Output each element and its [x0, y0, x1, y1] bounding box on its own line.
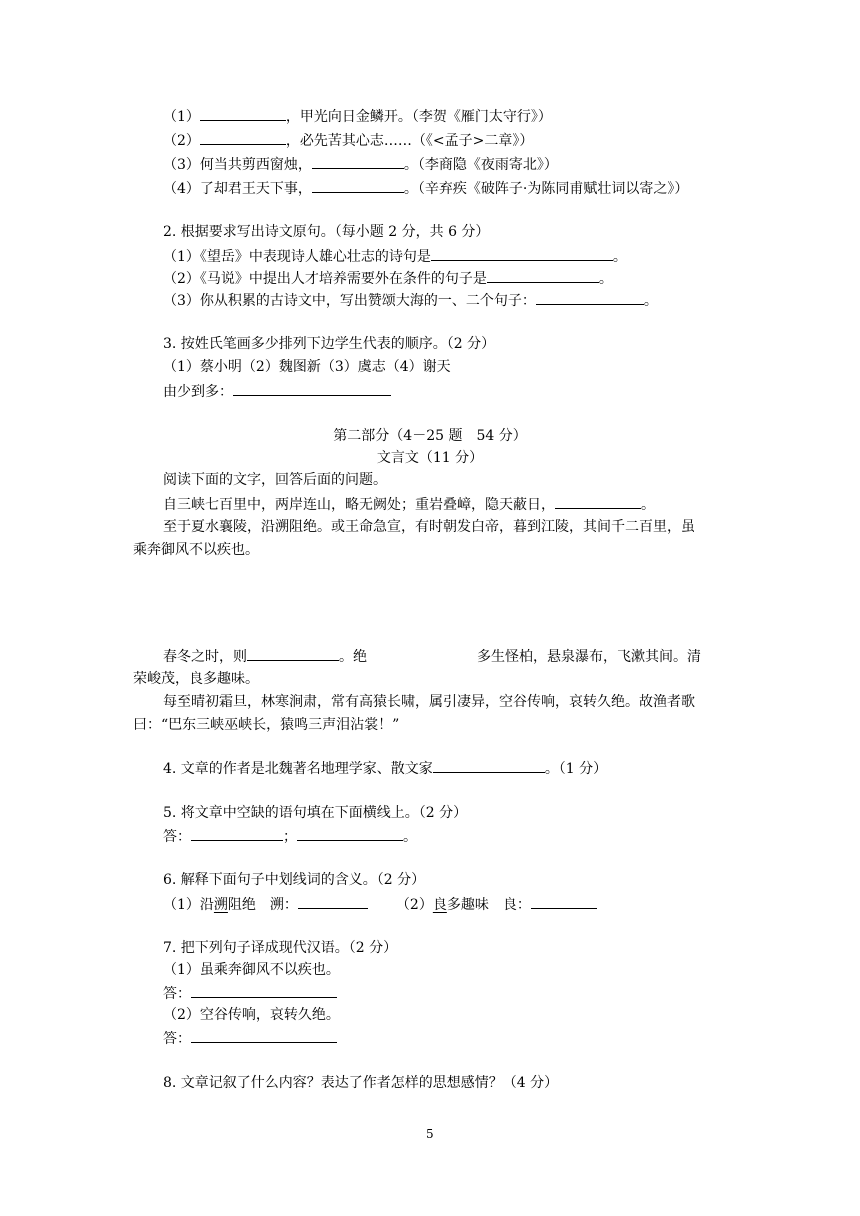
question-2-sub-3 [163, 290, 658, 311]
question-2-sub-2 [163, 268, 613, 289]
fill-2 [163, 130, 533, 151]
question-6-items [163, 894, 597, 915]
underlined-word: 良 [432, 897, 447, 913]
answer-blank[interactable] [233, 381, 391, 396]
answer-blank[interactable] [487, 268, 599, 283]
passage-para-1 [163, 494, 655, 515]
passage-para-2-line-2: 乘奔御风不以疾也。 [133, 542, 259, 558]
question-7-title: 7. 把下列句子译成现代汉语。（2 分） [163, 940, 398, 956]
question-2-sub-3-end: 。 [643, 293, 658, 309]
question-7-answer-label: 答： [163, 1031, 191, 1047]
answer-blank[interactable] [298, 894, 368, 909]
question-2-sub-3-text: （3）你从积累的古诗文中，写出赞颂大海的一、二个句子： [163, 293, 536, 309]
answer-blank[interactable] [247, 646, 339, 661]
fill-1 [163, 106, 552, 127]
question-7-answer-1 [163, 983, 337, 1004]
answer-blank[interactable] [431, 246, 613, 261]
fill-3-text: 。（李商隐《夜雨寄北》） [403, 157, 558, 173]
answer-blank[interactable] [297, 826, 403, 841]
answer-blank[interactable] [555, 494, 641, 509]
answer-blank[interactable] [191, 1028, 337, 1043]
question-2-sub-1-end: 。 [612, 249, 627, 265]
fill-4-prefix: （4）了却君王天下事， [163, 181, 312, 197]
answer-blank[interactable] [531, 894, 597, 909]
question-5-end: 。 [403, 829, 417, 845]
question-7-sentence-1: （1）虽乘奔御风不以疾也。 [163, 962, 340, 978]
answer-blank[interactable] [312, 154, 404, 169]
passage-para-4-line-2: 曰：“巴东三峡巫峡长，猿鸣三声泪沾裳！” [133, 717, 400, 733]
question-4 [163, 758, 607, 779]
question-7-answer-label: 答： [163, 986, 191, 1002]
answer-blank[interactable] [200, 106, 286, 121]
reading-instruction: 阅读下面的文字，回答后面的问题。 [163, 472, 387, 488]
fill-4-text: 。（辛弃疾《破阵子·为陈同甫赋壮词以寄之》） [403, 181, 689, 197]
fill-3-prefix: （3）何当共剪西窗烛， [163, 157, 312, 173]
question-2-title: 2. 根据要求写出诗文原句。（每小题 2 分，共 6 分） [163, 224, 490, 240]
answer-blank[interactable] [191, 983, 337, 998]
question-2-sub-2-end: 。 [598, 271, 613, 287]
question-2-sub-2-text: （2）《马说》中提出人才培养需要外在条件的句子是 [163, 271, 487, 287]
question-2-sub-1 [163, 246, 627, 267]
question-6-title: 6. 解释下面句子中划线词的含义。（2 分） [163, 872, 426, 888]
question-2-sub-1-text: （1）《望岳》中表现诗人雄心壮志的诗句是 [163, 249, 431, 265]
question-6-item-2-prefix: （2） [395, 897, 433, 913]
passage-para-3-mid: 。绝 [339, 649, 367, 665]
question-6-item-1-prefix: （1）沿 [163, 897, 214, 913]
passage-para-3-text: 春冬之时，则 [163, 649, 247, 665]
answer-blank[interactable] [433, 758, 545, 773]
page-number: 5 [426, 1127, 434, 1141]
answer-blank[interactable] [191, 826, 283, 841]
answer-blank[interactable] [200, 130, 286, 145]
question-4-end: 。（1 分） [544, 761, 608, 777]
part-2-heading: 第二部分（4－25 题 54 分） [333, 428, 527, 444]
underlined-word: 溯 [213, 897, 228, 913]
question-4-text: 4. 文章的作者是北魏著名地理学家、散文家 [163, 761, 433, 777]
question-5-answer [163, 826, 417, 847]
passage-para-2-line-1: 至于夏水襄陵，沿溯阻绝。或王命急宣，有时朝发白帝，暮到江陵，其间千二百里，虽 [163, 519, 695, 535]
passage-para-1-end: 。 [641, 497, 655, 513]
passage-para-1-text: 自三峡七百里中，两岸连山，略无阙处；重岩叠嶂，隐天蔽日， [163, 497, 555, 513]
passage-para-4-line-1: 每至晴初霜旦，林寒涧肃，常有高猿长啸，属引凄异，空谷传响，哀转久绝。故渔者歌 [163, 694, 695, 710]
answer-blank[interactable] [312, 178, 404, 193]
question-6-item-1-text: 阻绝 溯： [227, 897, 298, 913]
part-2-subheading: 文言文（11 分） [376, 450, 484, 466]
question-3-answer [163, 381, 391, 402]
fill-1-prefix: （1） [163, 109, 200, 125]
passage-para-3-rest: 多生怪柏，悬泉瀑布，飞漱其间。清 [477, 649, 701, 665]
passage-para-3-line-2: 荣峻茂，良多趣味。 [133, 671, 259, 687]
passage-para-3-line-1 [163, 646, 701, 667]
question-3-title: 3. 按姓氏笔画多少排列下边学生代表的顺序。（2 分） [163, 336, 496, 352]
question-3-names: （1）蔡小明（2）魏图新（3）虞志（4）谢天 [163, 359, 451, 375]
answer-blank[interactable] [536, 290, 644, 305]
question-5-separator: ； [283, 829, 297, 845]
question-5-title: 5. 将文章中空缺的语句填在下面横线上。（2 分） [163, 805, 468, 821]
fill-1-text: ，甲光向日金鳞开。（李贺《雁门太守行》） [285, 109, 552, 125]
fill-4 [163, 178, 688, 199]
question-6-item-2-text: 多趣味 良： [446, 897, 531, 913]
fill-3 [163, 154, 558, 175]
question-3-order-label: 由少到多： [163, 384, 233, 400]
fill-2-text: ，必先苦其心志……（《<孟子>二章》） [285, 133, 534, 149]
question-8-title: 8. 文章记叙了什么内容？表达了作者怎样的思想感情？（4 分） [163, 1075, 559, 1091]
question-7-answer-2 [163, 1028, 337, 1049]
question-7-sentence-2: （2）空谷传响，哀转久绝。 [163, 1007, 340, 1023]
question-5-answer-label: 答： [163, 829, 191, 845]
fill-2-prefix: （2） [163, 133, 200, 149]
